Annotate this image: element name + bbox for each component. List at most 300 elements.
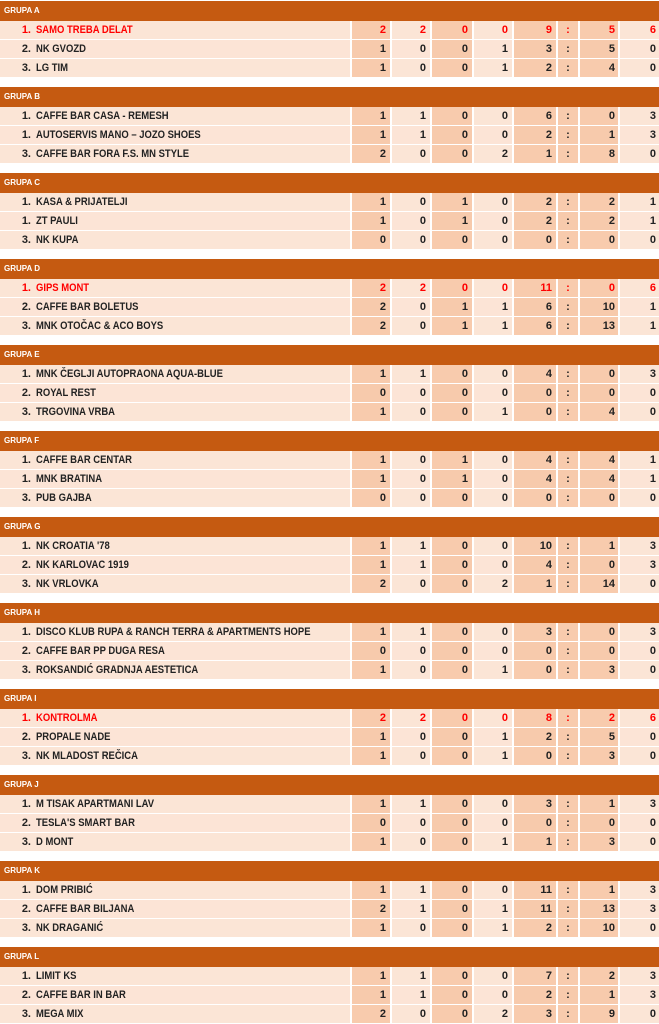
table-row [0,709,659,728]
group-rows [0,967,659,1024]
position-cell: 2. [0,986,34,1004]
group-table [0,345,659,422]
team-name-cell [34,470,350,488]
points-cell: 0 [620,728,659,746]
position-cell: 3. [0,833,34,851]
wins-cell: 0 [392,145,430,163]
goals-against-cell: 0 [580,814,618,832]
table-row [0,231,659,250]
goals-against-cell: 4 [580,451,618,469]
points-cell: 1 [620,470,659,488]
table-row [0,747,659,766]
draws-cell: 0 [432,384,472,402]
score-separator: : [558,21,578,39]
table-row [0,881,659,900]
played-cell: 1 [352,126,390,144]
team-name: PUB GAJBA [36,492,92,504]
goals-against-cell: 1 [580,986,618,1004]
score-separator: : [558,193,578,211]
wins-cell: 0 [392,661,430,679]
group-rows [0,365,659,422]
losses-cell: 0 [474,795,512,813]
score-separator: : [558,403,578,421]
team-name: DISCO KLUB RUPA & RANCH TERRA & APARTMENTS HOPE [36,626,311,638]
team-name: NK GVOZD [36,43,86,55]
goals-for-cell: 2 [514,126,556,144]
score-separator: : [558,919,578,937]
team-name-cell [34,833,350,851]
losses-cell: 1 [474,59,512,77]
wins-cell: 0 [392,575,430,593]
position-cell: 3. [0,1005,34,1023]
played-cell: 1 [352,107,390,125]
points-cell: 6 [620,279,659,297]
points-cell: 3 [620,556,659,574]
played-cell: 1 [352,661,390,679]
goals-against-cell: 1 [580,537,618,555]
table-row [0,21,659,40]
goals-against-cell: 4 [580,59,618,77]
team-name-cell [34,575,350,593]
score-separator: : [558,279,578,297]
points-cell: 0 [620,403,659,421]
table-row [0,365,659,384]
losses-cell: 0 [474,881,512,899]
position-cell: 1. [0,881,34,899]
losses-cell: 0 [474,470,512,488]
goals-against-cell: 4 [580,470,618,488]
score-separator: : [558,212,578,230]
team-name-cell [34,623,350,641]
wins-cell: 0 [392,193,430,211]
draws-cell: 0 [432,747,472,765]
wins-cell: 0 [392,384,430,402]
score-separator: : [558,881,578,899]
goals-against-cell: 0 [580,384,618,402]
group-title: GRUPA A [0,1,659,21]
wins-cell: 1 [392,623,430,641]
score-separator: : [558,747,578,765]
group-rows [0,881,659,938]
points-cell: 3 [620,967,659,985]
losses-cell: 0 [474,279,512,297]
points-cell: 1 [620,193,659,211]
losses-cell: 0 [474,967,512,985]
team-name: CAFFE BAR PP DUGA RESA [36,645,165,657]
goals-for-cell: 6 [514,107,556,125]
wins-cell: 0 [392,489,430,507]
table-row [0,661,659,680]
goals-for-cell: 1 [514,145,556,163]
points-cell: 0 [620,40,659,58]
score-separator: : [558,900,578,918]
group-table [0,517,659,594]
goals-against-cell: 13 [580,900,618,918]
draws-cell: 0 [432,40,472,58]
wins-cell: 0 [392,298,430,316]
score-separator: : [558,623,578,641]
wins-cell: 0 [392,470,430,488]
group-rows [0,709,659,766]
group-rows [0,107,659,164]
team-name-cell [34,403,350,421]
losses-cell: 0 [474,365,512,383]
played-cell: 0 [352,489,390,507]
goals-against-cell: 3 [580,747,618,765]
goals-against-cell: 0 [580,489,618,507]
points-cell: 0 [620,489,659,507]
draws-cell: 0 [432,623,472,641]
position-cell: 2. [0,298,34,316]
group-table [0,1,659,78]
wins-cell: 1 [392,986,430,1004]
goals-against-cell: 1 [580,126,618,144]
team-name: CAFFE BAR CASA - REMESH [36,110,169,122]
group-title: GRUPA G [0,517,659,537]
points-cell: 1 [620,212,659,230]
goals-against-cell: 0 [580,279,618,297]
goals-for-cell: 2 [514,986,556,1004]
losses-cell: 0 [474,642,512,660]
goals-for-cell: 0 [514,661,556,679]
team-name-cell [34,145,350,163]
played-cell: 1 [352,212,390,230]
table-row [0,298,659,317]
goals-for-cell: 3 [514,795,556,813]
table-row [0,470,659,489]
score-separator: : [558,126,578,144]
position-cell: 3. [0,145,34,163]
wins-cell: 0 [392,212,430,230]
goals-against-cell: 3 [580,833,618,851]
team-name: PROPALE NADE [36,731,111,743]
losses-cell: 1 [474,833,512,851]
played-cell: 1 [352,795,390,813]
goals-against-cell: 4 [580,403,618,421]
played-cell: 1 [352,403,390,421]
team-name-cell [34,900,350,918]
played-cell: 2 [352,900,390,918]
table-row [0,317,659,336]
position-cell: 1. [0,21,34,39]
points-cell: 3 [620,107,659,125]
table-row [0,642,659,661]
score-separator: : [558,231,578,249]
group-title: GRUPA B [0,87,659,107]
table-row [0,919,659,938]
goals-against-cell: 10 [580,298,618,316]
draws-cell: 0 [432,59,472,77]
group-title: GRUPA J [0,775,659,795]
draws-cell: 0 [432,403,472,421]
played-cell: 0 [352,384,390,402]
group-table [0,431,659,508]
losses-cell: 0 [474,107,512,125]
team-name: NK MLADOST REČICA [36,750,138,762]
goals-against-cell: 1 [580,881,618,899]
points-cell: 1 [620,451,659,469]
goals-for-cell: 9 [514,21,556,39]
goals-for-cell: 0 [514,489,556,507]
score-separator: : [558,384,578,402]
score-separator: : [558,145,578,163]
goals-against-cell: 8 [580,145,618,163]
score-separator: : [558,986,578,1004]
points-cell: 0 [620,747,659,765]
position-cell: 2. [0,814,34,832]
goals-against-cell: 1 [580,795,618,813]
group-title: GRUPA C [0,173,659,193]
position-cell: 2. [0,642,34,660]
draws-cell: 0 [432,814,472,832]
played-cell: 2 [352,298,390,316]
goals-for-cell: 2 [514,59,556,77]
team-name-cell [34,126,350,144]
team-name: TRGOVINA VRBA [36,406,116,418]
goals-for-cell: 11 [514,900,556,918]
wins-cell: 0 [392,317,430,335]
position-cell: 1. [0,967,34,985]
goals-against-cell: 3 [580,661,618,679]
goals-for-cell: 7 [514,967,556,985]
played-cell: 1 [352,537,390,555]
draws-cell: 0 [432,21,472,39]
team-name-cell [34,661,350,679]
losses-cell: 1 [474,919,512,937]
played-cell: 1 [352,365,390,383]
goals-against-cell: 5 [580,728,618,746]
wins-cell: 0 [392,231,430,249]
played-cell: 2 [352,279,390,297]
table-row [0,537,659,556]
played-cell: 0 [352,642,390,660]
points-cell: 6 [620,709,659,727]
played-cell: 1 [352,881,390,899]
wins-cell: 2 [392,21,430,39]
team-name-cell [34,59,350,77]
losses-cell: 0 [474,21,512,39]
played-cell: 1 [352,556,390,574]
points-cell: 1 [620,298,659,316]
goals-against-cell: 0 [580,365,618,383]
losses-cell: 0 [474,709,512,727]
played-cell: 1 [352,728,390,746]
draws-cell: 0 [432,642,472,660]
position-cell: 1. [0,193,34,211]
goals-for-cell: 1 [514,833,556,851]
wins-cell: 2 [392,279,430,297]
table-row [0,107,659,126]
position-cell: 2. [0,40,34,58]
score-separator: : [558,642,578,660]
goals-for-cell: 2 [514,193,556,211]
position-cell: 1. [0,470,34,488]
goals-for-cell: 4 [514,556,556,574]
points-cell: 3 [620,623,659,641]
position-cell: 3. [0,747,34,765]
losses-cell: 1 [474,661,512,679]
goals-for-cell: 0 [514,403,556,421]
draws-cell: 1 [432,212,472,230]
draws-cell: 0 [432,365,472,383]
table-row [0,384,659,403]
team-name: M TISAK APARTMANI LAV [36,798,155,810]
goals-for-cell: 4 [514,451,556,469]
losses-cell: 1 [474,317,512,335]
team-name-cell [34,1005,350,1023]
table-row [0,833,659,852]
group-rows [0,537,659,594]
wins-cell: 0 [392,1005,430,1023]
wins-cell: 0 [392,833,430,851]
team-name-cell [34,919,350,937]
draws-cell: 0 [432,709,472,727]
table-row [0,728,659,747]
group-title: GRUPA H [0,603,659,623]
goals-for-cell: 2 [514,728,556,746]
team-name-cell [34,40,350,58]
table-row [0,145,659,164]
losses-cell: 1 [474,40,512,58]
score-separator: : [558,317,578,335]
goals-for-cell: 2 [514,919,556,937]
draws-cell: 0 [432,986,472,1004]
draws-cell: 0 [432,537,472,555]
points-cell: 3 [620,126,659,144]
group-table [0,775,659,852]
score-separator: : [558,709,578,727]
losses-cell: 0 [474,537,512,555]
group-rows [0,623,659,680]
team-name: DOM PRIBIĆ [36,884,93,896]
points-cell: 0 [620,231,659,249]
played-cell: 2 [352,709,390,727]
losses-cell: 2 [474,575,512,593]
played-cell: 2 [352,21,390,39]
position-cell: 1. [0,795,34,813]
team-name: NK DRAGANIĆ [36,922,104,934]
losses-cell: 0 [474,556,512,574]
score-separator: : [558,795,578,813]
wins-cell: 1 [392,365,430,383]
score-separator: : [558,107,578,125]
table-row [0,900,659,919]
points-cell: 3 [620,900,659,918]
team-name-cell [34,747,350,765]
draws-cell: 1 [432,298,472,316]
group-rows [0,21,659,78]
played-cell: 2 [352,145,390,163]
goals-for-cell: 11 [514,881,556,899]
group-title: GRUPA D [0,259,659,279]
losses-cell: 0 [474,126,512,144]
team-name: MNK BRATINA [36,473,103,485]
score-separator: : [558,814,578,832]
draws-cell: 0 [432,489,472,507]
team-name: CAFFE BAR BILJANA [36,903,135,915]
wins-cell: 1 [392,537,430,555]
draws-cell: 0 [432,728,472,746]
points-cell: 3 [620,881,659,899]
points-cell: 3 [620,795,659,813]
team-name: TESLA'S SMART BAR [36,817,135,829]
losses-cell: 1 [474,728,512,746]
wins-cell: 0 [392,919,430,937]
table-row [0,403,659,422]
position-cell: 2. [0,556,34,574]
table-row [0,575,659,594]
team-name: ROKSANDIĆ GRADNJA AESTETICA [36,664,199,676]
losses-cell: 0 [474,193,512,211]
group-table [0,259,659,336]
team-name-cell [34,814,350,832]
points-cell: 3 [620,365,659,383]
team-name: MNK ČEGLJI AUTOPRAONA AQUA-BLUE [36,368,223,380]
score-separator: : [558,489,578,507]
wins-cell: 0 [392,59,430,77]
played-cell: 2 [352,1005,390,1023]
played-cell: 0 [352,231,390,249]
wins-cell: 0 [392,728,430,746]
team-name: CAFFE BAR BOLETUS [36,301,139,313]
draws-cell: 1 [432,451,472,469]
team-name-cell [34,556,350,574]
table-row [0,451,659,470]
goals-for-cell: 4 [514,470,556,488]
played-cell: 1 [352,40,390,58]
team-name-cell [34,537,350,555]
position-cell: 3. [0,403,34,421]
group-table [0,947,659,1024]
losses-cell: 1 [474,900,512,918]
group-title: GRUPA L [0,947,659,967]
losses-cell: 0 [474,212,512,230]
points-cell: 0 [620,833,659,851]
position-cell: 1. [0,107,34,125]
played-cell: 2 [352,317,390,335]
wins-cell: 1 [392,126,430,144]
wins-cell: 0 [392,814,430,832]
played-cell: 1 [352,919,390,937]
score-separator: : [558,556,578,574]
points-cell: 0 [620,1005,659,1023]
group-title: GRUPA K [0,861,659,881]
team-name: SAMO TREBA DELAT [36,24,133,36]
wins-cell: 0 [392,642,430,660]
draws-cell: 0 [432,575,472,593]
goals-for-cell: 0 [514,747,556,765]
position-cell: 1. [0,279,34,297]
group-table [0,861,659,938]
goals-for-cell: 0 [514,814,556,832]
group-table [0,689,659,766]
team-name-cell [34,986,350,1004]
position-cell: 2. [0,728,34,746]
team-name: NK KARLOVAC 1919 [36,559,129,571]
team-name-cell [34,279,350,297]
score-separator: : [558,575,578,593]
score-separator: : [558,298,578,316]
position-cell: 1. [0,537,34,555]
wins-cell: 0 [392,451,430,469]
table-row [0,967,659,986]
goals-for-cell: 2 [514,212,556,230]
team-name-cell [34,642,350,660]
table-row [0,986,659,1005]
score-separator: : [558,661,578,679]
team-name: CAFFE BAR IN BAR [36,989,126,1001]
position-cell: 1. [0,126,34,144]
